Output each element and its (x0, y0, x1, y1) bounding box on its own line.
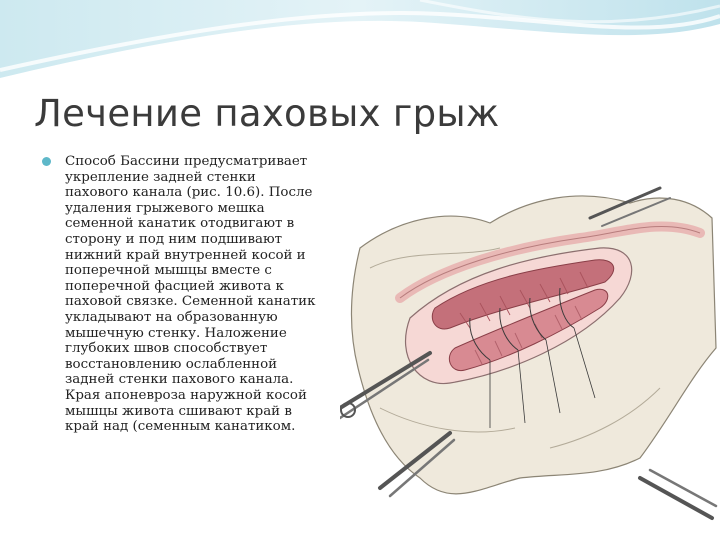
surgical-illustration (340, 178, 720, 540)
text-line: поперечной мышцы вместе с (65, 263, 272, 279)
text-line: поперечной фасцией живота к (65, 278, 284, 294)
text-line: глубоких швов способствует (65, 341, 268, 357)
text-line: Способ Бассини предусматривает (65, 154, 308, 169)
text-line: сторону и под ним подшивают (65, 231, 283, 247)
bullet-text (65, 154, 355, 435)
text-line: задней стенки пахового канала. (65, 372, 294, 388)
slide-title: Лечение паховых грыж (34, 92, 500, 135)
text-line: семенной канатик отодвигают в (65, 216, 295, 232)
bullet-dot-icon (42, 157, 51, 166)
text-line: укрепление задней стенки (65, 169, 256, 185)
text-line: паховой связке. Семенной канатик (65, 294, 316, 310)
text-line: пахового канала (рис. 10.6). После (65, 185, 313, 201)
text-line: восстановлению ослабленной (65, 356, 278, 372)
text-line: нижний край внутренней косой и (65, 247, 306, 263)
text-line: край над (семенным канатиком. (65, 419, 296, 435)
decorative-header-band (0, 0, 720, 80)
text-line: мышечную стенку. Наложение (65, 325, 287, 341)
text-line: мышцы живота сшивают край в (65, 403, 292, 419)
text-line: удаления грыжевого мешка (65, 200, 265, 216)
text-line: Края апоневроза наружной косой (65, 387, 307, 403)
text-line: укладывают на образованную (65, 309, 278, 325)
